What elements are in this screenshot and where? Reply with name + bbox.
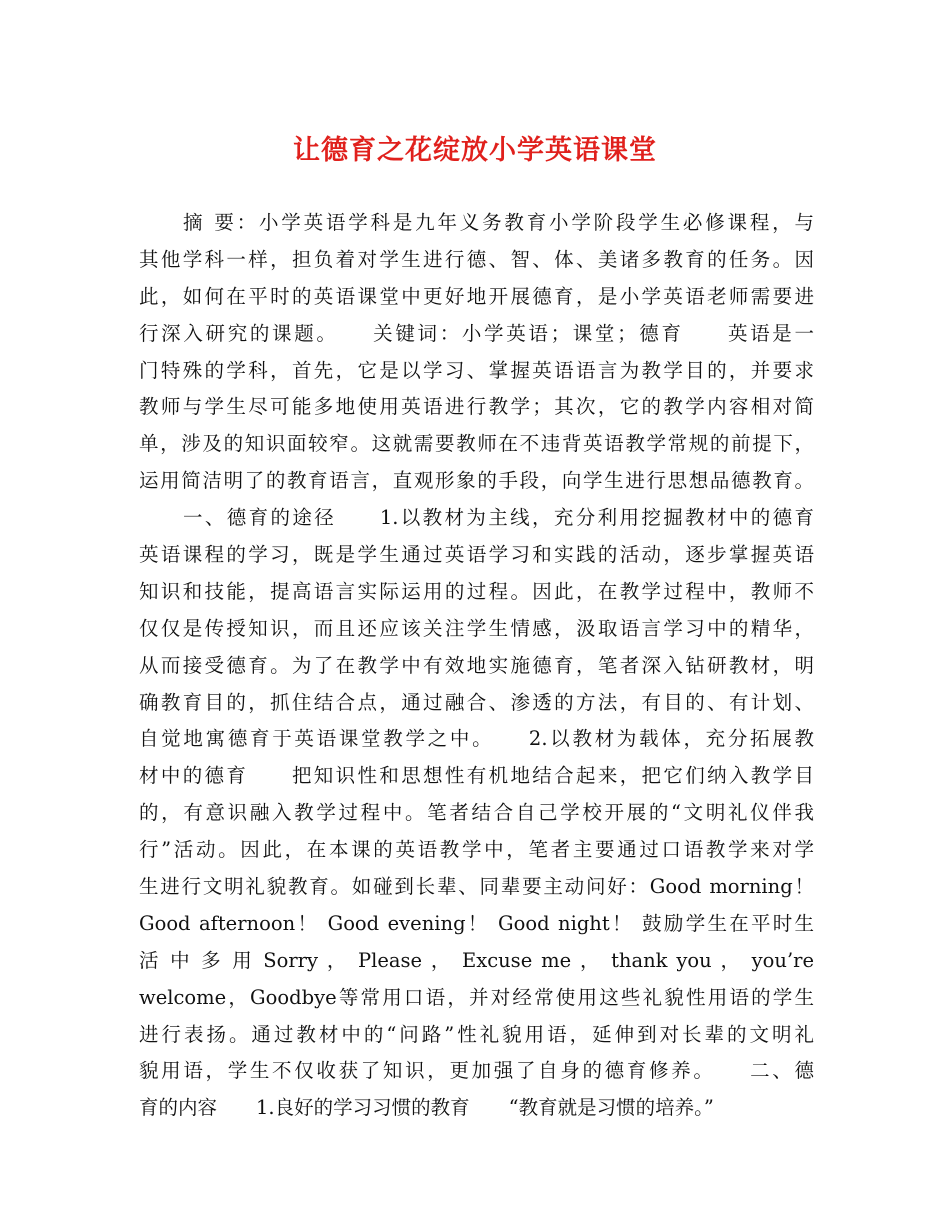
- body-text-line: Good afternoon！ Good evening！ Good night！ 鼓励学生在平时生: [139, 911, 814, 935]
- body-text-line: 从而接受德育。为了在教学中有效地实施德育，笔者深入钻研教材，明: [139, 653, 814, 677]
- body-text-line: 教师与学生尽可能多地使用英语进行教学；其次，它的教学内容相对简: [139, 395, 814, 419]
- body-text-line: 育的内容 1.良好的学习习惯的教育 “教育就是习惯的培养。”: [139, 1096, 714, 1120]
- body-text-line: 仅仅是传授知识，而且还应该关注学生情感，汲取语言学习中的精华，: [139, 616, 814, 640]
- body-text-line: 行”活动。因此，在本课的英语教学中，笔者主要通过口语教学来对学: [139, 838, 814, 862]
- body-text-line: 门特殊的学科，首先，它是以学习、掌握英语语言为教学目的，并要求: [139, 358, 814, 382]
- body-text-line: welcome，Goodbye等常用口语，并对经常使用这些礼貌性用语的学生: [139, 985, 814, 1009]
- body-text-line: 生进行文明礼貌教育。如碰到长辈、同辈要主动问好：Good morning！: [139, 875, 814, 899]
- body-text-line: 此，如何在平时的英语课堂中更好地开展德育，是小学英语老师需要进: [139, 284, 814, 308]
- body-text-line: 进行表扬。通过教材中的“问路”性礼貌用语，延伸到对长辈的文明礼: [139, 1022, 814, 1046]
- document-body: [139, 205, 814, 1127]
- body-text-line: 确教育目的，抓住结合点，通过融合、渗透的方法，有目的、有计划、: [139, 690, 814, 714]
- body-text-line: 材中的德育 把知识性和思想性有机地结合起来，把它们纳入教学目: [139, 764, 814, 788]
- body-text-line: 运用简洁明了的教育语言，直观形象的手段，向学生进行思想品德教育。: [139, 469, 814, 493]
- body-text-line: 单，涉及的知识面较窄。这就需要教师在不违背英语教学常规的前提下，: [139, 432, 814, 456]
- body-text-line: 英语课程的学习，既是学生通过英语学习和实践的活动，逐步掌握英语: [139, 543, 814, 567]
- document-title: 让德育之花绽放小学英语课堂: [293, 135, 657, 166]
- body-text-line: 其他学科一样，担负着对学生进行德、智、体、美诸多教育的任务。因: [139, 247, 814, 271]
- body-text-line: 摘 要：小学英语学科是九年义务教育小学阶段学生必修课程，与: [183, 211, 814, 234]
- body-text-line: 知识和技能，提高语言实际运用的过程。因此，在教学过程中，教师不: [139, 579, 814, 603]
- body-text-line: 貌用语，学生不仅收获了知识，更加强了自身的德育修养。 二、德: [139, 1059, 814, 1083]
- body-text-line: 的，有意识融入教学过程中。笔者结合自己学校开展的“文明礼仪伴我: [139, 801, 814, 825]
- body-text-line: 一、德育的途径 1.以教材为主线，充分利用挖掘教材中的德育: [183, 506, 814, 530]
- body-text-line: 行深入研究的课题。 关键词：小学英语；课堂；德育 英语是一: [139, 321, 814, 345]
- body-text-line: 自觉地寓德育于英语课堂教学之中。 2.以教材为载体，充分拓展教: [139, 727, 814, 751]
- body-text-line: 活 中 多 用 Sorry ， Please ， Excuse me ， thank you ， you’re: [139, 948, 814, 972]
